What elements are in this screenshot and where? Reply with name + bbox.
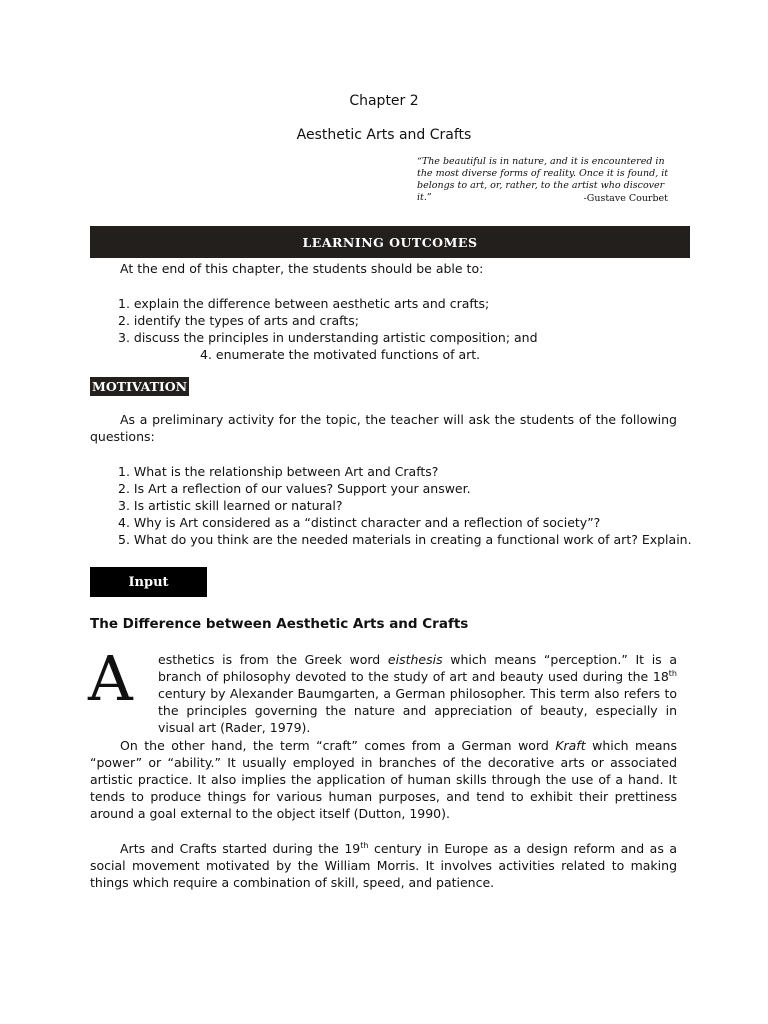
list-item: 3. discuss the principles in understanding artistic composition; and: [118, 330, 538, 345]
chapter-label: Chapter 2: [349, 93, 419, 109]
list-item: 2. Is Art a reflection of our values? Support your answer.: [118, 481, 471, 496]
motivation-questions: [118, 463, 692, 548]
list-item: 2. identify the types of arts and crafts;: [118, 313, 359, 328]
section-heading: The Difference between Aesthetic Arts and Crafts: [90, 616, 469, 632]
paragraph-text: Arts and Crafts started during the 19: [120, 841, 361, 856]
list-item: 1. explain the difference between aesthetic arts and crafts;: [118, 296, 490, 311]
paragraph-text: which means “power” or “ability.” It usually employed in branches of the decorative arts or associated artistic practice. It also implies the application of human skills through the use of a hand. It tends to produce things for various human purposes, and tend to exhibit their prettiness around a goal external to the object itself (Dutton, 1990).: [90, 738, 677, 821]
craft-paragraph: [90, 737, 677, 822]
paragraph-text: esthetics is from the Greek word: [158, 652, 388, 667]
paragraph-text: century by Alexander Baumgarten, a German philosopher. This term also refers to the principles governing the nature and appreciation of beauty, especially in visual art (Rader, 1979).: [158, 686, 677, 735]
epigraph-quote: “The beautiful is in nature, and it is encountered in the most diverse forms of reality. Once it is found, it belongs to art, or, rather, to the artist who discover it.”: [417, 156, 669, 203]
epigraph-author: -Gustave Courbet: [583, 193, 668, 204]
drop-cap: A: [88, 642, 133, 715]
superscript: th: [668, 668, 677, 678]
arts-crafts-paragraph: [90, 840, 677, 891]
input-banner: Input: [90, 567, 207, 597]
paragraph-emphasis: Kraft: [555, 738, 586, 753]
superscript: th: [360, 840, 369, 850]
list-item: 4. Why is Art considered as a “distinct character and a reflection of society”?: [118, 515, 601, 530]
learning-outcomes-list: [118, 295, 538, 363]
motivation-paragraph: As a preliminary activity for the topic, the teacher will ask the students of the following questions:: [90, 412, 677, 444]
motivation-banner: MOTIVATION: [92, 379, 188, 394]
chapter-title: Aesthetic Arts and Crafts: [296, 127, 472, 143]
list-item: 4. enumerate the motivated functions of art.: [200, 347, 481, 362]
list-item: 1. What is the relationship between Art and Crafts?: [118, 464, 439, 479]
learning-outcomes-intro: At the end of this chapter, the students should be able to:: [120, 261, 484, 276]
learning-outcomes-banner: LEARNING OUTCOMES: [90, 226, 690, 258]
paragraph-text: On the other hand, the term “craft” comes from a German word: [120, 738, 556, 753]
paragraph-text: century in Europe as a design reform and as a social movement motivated by the William Morris. It involves activities related to making things which require a combination of skill, speed, and patience.: [90, 841, 677, 890]
paragraph-text: which means “perception.” It is a branch of philosophy devoted to the study of art and beauty used during the 18: [158, 652, 677, 684]
list-item: 3. Is artistic skill learned or natural?: [118, 498, 343, 513]
paragraph-emphasis: eisthesis: [387, 652, 443, 667]
list-item: 5. What do you think are the needed materials in creating a functional work of art? Explain.: [118, 532, 692, 547]
aesthetics-paragraph: [158, 651, 677, 736]
